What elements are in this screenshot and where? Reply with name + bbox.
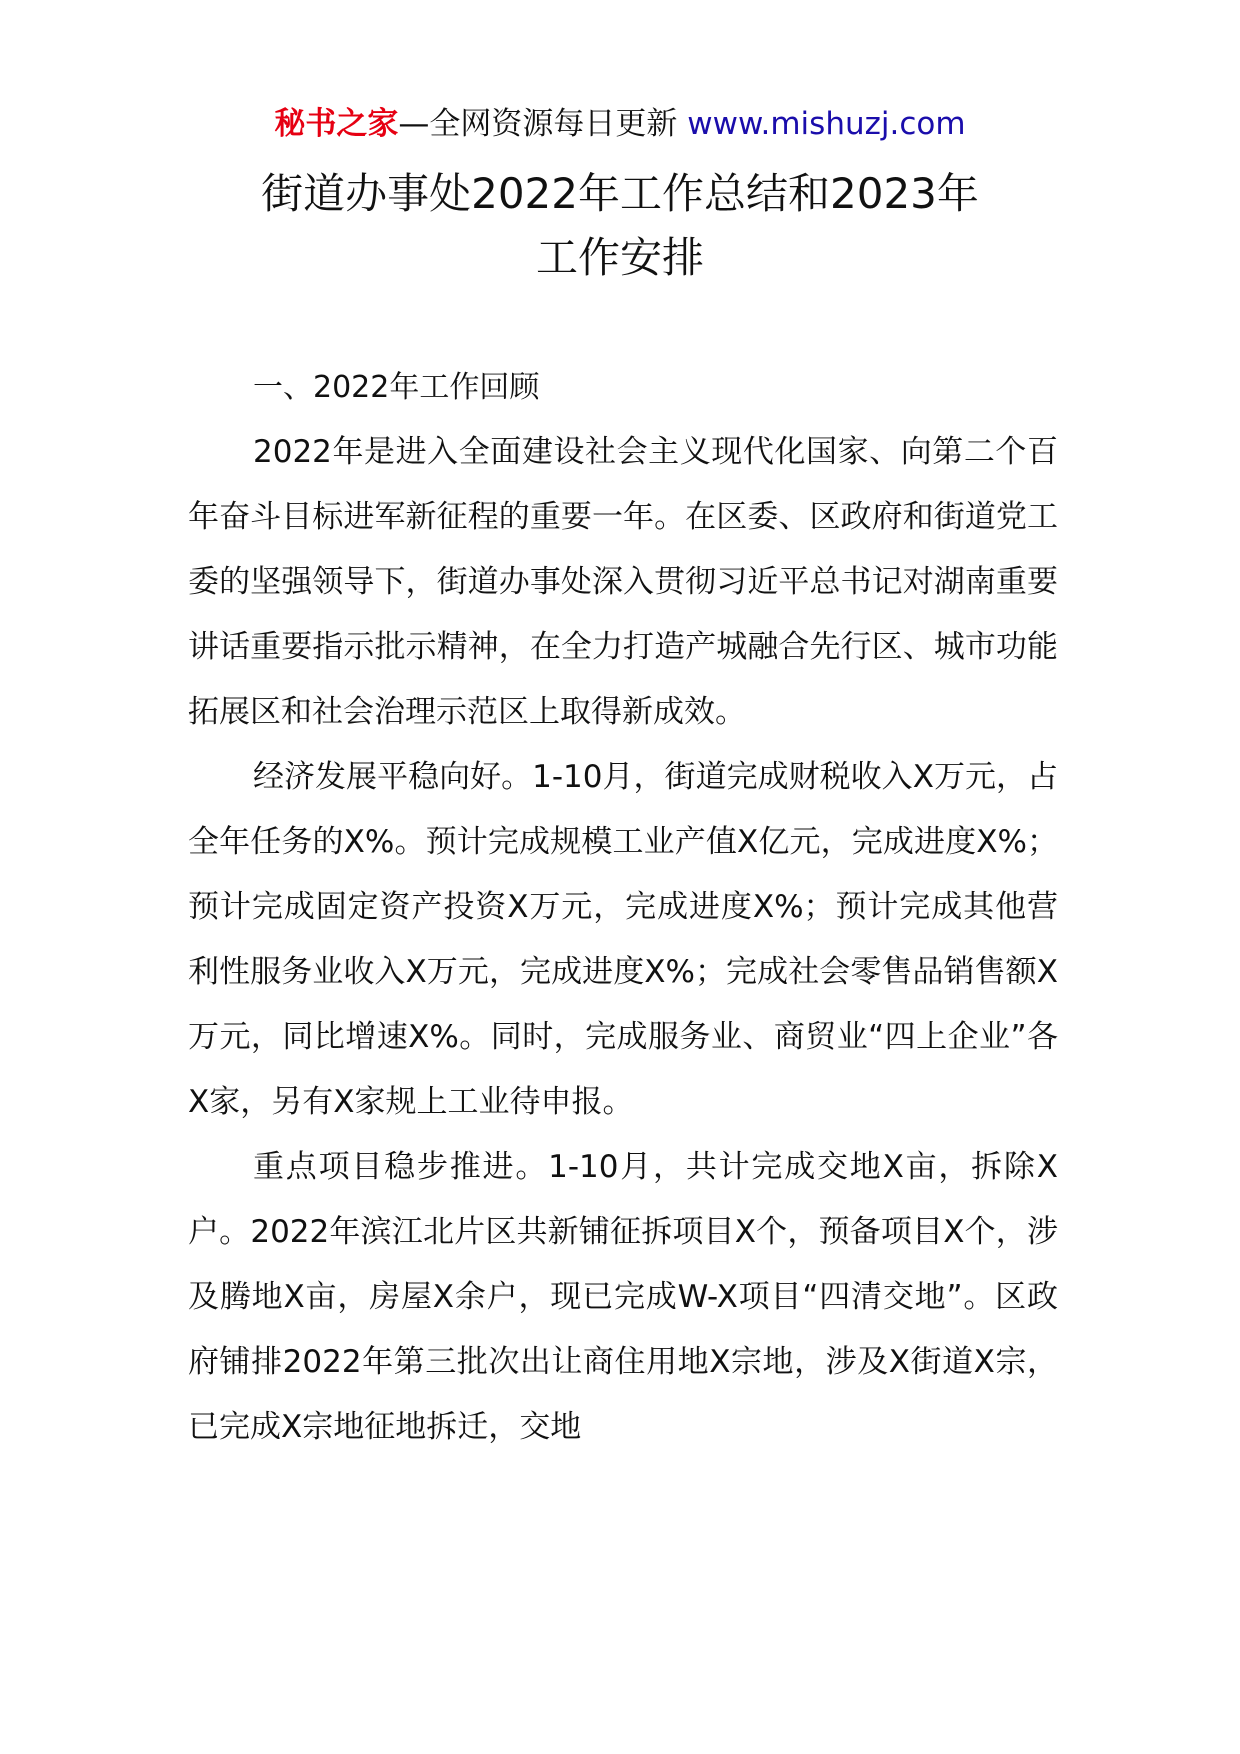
site-header [0,102,1240,146]
header-slogan: —全网资源每日更新 [398,106,678,142]
site-url-link[interactable]: www.mishuzj.com [687,106,966,142]
paragraph-intro: 2022年是进入全面建设社会主义现代化国家、向第二个百年奋斗目标进军新征程的重要一年。在区委、区政府和街道党工委的坚强领导下，街道办事处深入贯彻习近平总书记对湖南重要讲话重要指示批示精神，在全力打造产城融合先行区、城市功能拓展区和社会治理示范区上取得新成效。 [188,434,1058,730]
paragraph-projects: 重点项目稳步推进。1-10月，共计完成交地X亩，拆除X户。2022年滨江北片区共新铺征拆项目X个，预备项目X个，涉及腾地X亩，房屋X余户，现已完成W-X项目“四清交地”。区政府铺排2022年第三批次出让商住用地X宗地，涉及X街道X宗，已完成X宗地征地拆迁，交地 [188,1149,1058,1445]
section-heading: 一、2022年工作回顾 [253,370,540,405]
document-title-line-1: 街道办事处2022年工作总结和2023年 [261,169,979,218]
brand-name: 秘书之家 [274,106,399,142]
document-title-line-2: 工作安排 [535,233,704,282]
document-title [0,162,1240,290]
document-body [188,356,1058,1460]
paragraph-economy: 经济发展平稳向好。1-10月，街道完成财税收入X万元，占全年任务的X%。预计完成规模工业产值X亿元，完成进度X%；预计完成固定资产投资X万元，完成进度X%；预计完成其他营利性服务业收入X万元，完成进度X%；完成社会零售品销售额X万元，同比增速X%。同时，完成服务业、商贸业“四上企业”各X家，另有X家规上工业待申报。 [188,759,1058,1120]
